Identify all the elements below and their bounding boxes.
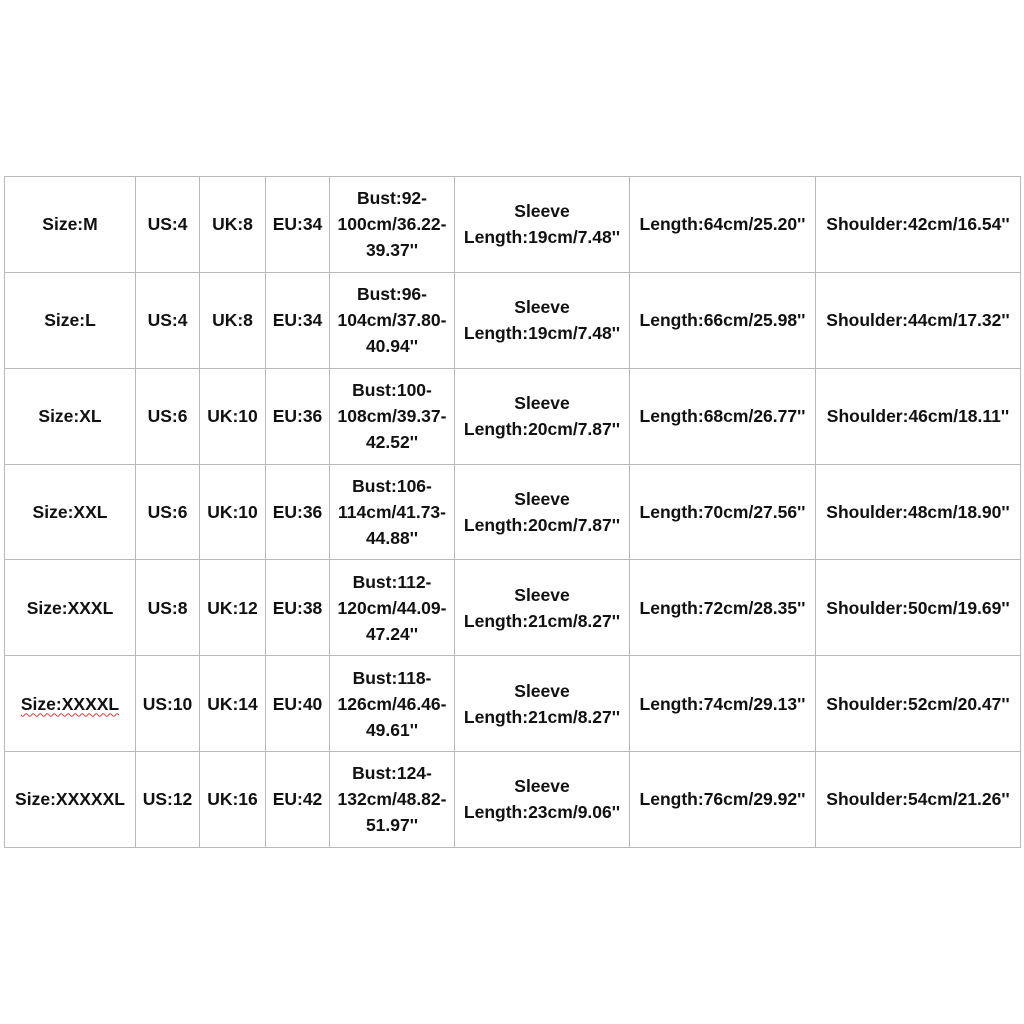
- bust-line: 132cm/48.82-: [337, 789, 447, 810]
- bust-line: 49.61'': [365, 719, 419, 740]
- sleeve-cell: [455, 368, 630, 464]
- uk-size-cell: UK:10: [200, 464, 266, 560]
- table-row: [5, 656, 1021, 752]
- sleeve-line: Sleeve: [514, 201, 570, 222]
- eu-size-cell: EU:38: [266, 560, 330, 656]
- bust-cell: [330, 464, 455, 560]
- bust-line: 51.97'': [365, 815, 419, 836]
- eu-size-cell: EU:34: [266, 177, 330, 273]
- bust-line: Bust:112-: [352, 571, 432, 592]
- size-chart-table: [4, 176, 1021, 848]
- bust-cell: [330, 752, 455, 848]
- table-row: [5, 177, 1021, 273]
- us-size-cell: US:6: [136, 464, 200, 560]
- us-size-cell: US:12: [136, 752, 200, 848]
- eu-size-cell: EU:42: [266, 752, 330, 848]
- bust-cell: [330, 177, 455, 273]
- uk-size-cell: UK:10: [200, 368, 266, 464]
- us-size-cell: US:6: [136, 368, 200, 464]
- us-size-cell: US:4: [136, 272, 200, 368]
- size-cell: [5, 464, 136, 560]
- bust-cell: [330, 272, 455, 368]
- uk-size-cell: UK:14: [200, 656, 266, 752]
- table-row: [5, 560, 1021, 656]
- shoulder-cell: Shoulder:48cm/18.90'': [816, 464, 1021, 560]
- us-size-cell: US:4: [136, 177, 200, 273]
- bust-line: Bust:118-: [352, 667, 432, 688]
- uk-size-cell: UK:8: [200, 272, 266, 368]
- bust-line: 47.24'': [365, 623, 419, 644]
- table-row: [5, 272, 1021, 368]
- size-label: Size:L: [44, 310, 96, 331]
- shoulder-cell: Shoulder:42cm/16.54'': [816, 177, 1021, 273]
- size-cell: [5, 752, 136, 848]
- bust-line: Bust:106-: [352, 475, 432, 496]
- length-cell: Length:64cm/25.20'': [630, 177, 816, 273]
- sleeve-line: Length:21cm/8.27'': [463, 610, 621, 631]
- shoulder-cell: Shoulder:54cm/21.26'': [816, 752, 1021, 848]
- sleeve-cell: [455, 464, 630, 560]
- bust-line: 44.88'': [365, 527, 419, 548]
- bust-line: 104cm/37.80-: [337, 310, 447, 331]
- length-cell: Length:76cm/29.92'': [630, 752, 816, 848]
- size-label-spellcheck: Size:XXXXL: [20, 693, 120, 714]
- sleeve-line: Length:21cm/8.27'': [463, 706, 621, 727]
- eu-size-cell: EU:40: [266, 656, 330, 752]
- bust-line: Bust:96-: [356, 284, 427, 305]
- bust-line: Bust:92-: [356, 188, 427, 209]
- bust-cell: [330, 560, 455, 656]
- sleeve-line: Sleeve: [514, 488, 570, 509]
- sleeve-cell: [455, 752, 630, 848]
- eu-size-cell: EU:36: [266, 368, 330, 464]
- size-cell: [5, 560, 136, 656]
- bust-line: 100cm/36.22-: [337, 214, 447, 235]
- bust-line: Bust:100-: [352, 380, 432, 401]
- sleeve-cell: [455, 177, 630, 273]
- size-label: Size:XL: [38, 406, 102, 427]
- size-cell: [5, 177, 136, 273]
- size-cell: [5, 272, 136, 368]
- size-cell: [5, 368, 136, 464]
- us-size-cell: US:10: [136, 656, 200, 752]
- sleeve-line: Sleeve: [514, 776, 570, 797]
- sleeve-line: Sleeve: [514, 584, 570, 605]
- sleeve-line: Length:20cm/7.87'': [463, 514, 621, 535]
- bust-line: 108cm/39.37-: [337, 406, 447, 427]
- size-chart-body: [5, 177, 1021, 848]
- bust-cell: [330, 656, 455, 752]
- size-label: Size:XXXXXL: [15, 789, 125, 810]
- length-cell: Length:70cm/27.56'': [630, 464, 816, 560]
- size-label: Size:XXXL: [26, 597, 114, 618]
- sleeve-line: Length:19cm/7.48'': [463, 323, 621, 344]
- us-size-cell: US:8: [136, 560, 200, 656]
- length-cell: Length:66cm/25.98'': [630, 272, 816, 368]
- bust-cell: [330, 368, 455, 464]
- sleeve-cell: [455, 272, 630, 368]
- table-row: [5, 464, 1021, 560]
- table-row: [5, 752, 1021, 848]
- uk-size-cell: UK:12: [200, 560, 266, 656]
- sleeve-line: Length:23cm/9.06'': [463, 802, 621, 823]
- shoulder-cell: Shoulder:52cm/20.47'': [816, 656, 1021, 752]
- sleeve-line: Sleeve: [514, 680, 570, 701]
- eu-size-cell: EU:36: [266, 464, 330, 560]
- uk-size-cell: UK:8: [200, 177, 266, 273]
- eu-size-cell: EU:34: [266, 272, 330, 368]
- shoulder-cell: Shoulder:44cm/17.32'': [816, 272, 1021, 368]
- bust-line: Bust:124-: [352, 763, 432, 784]
- bust-line: 39.37'': [365, 240, 419, 261]
- shoulder-cell: Shoulder:46cm/18.11'': [816, 368, 1021, 464]
- bust-line: 126cm/46.46-: [337, 693, 447, 714]
- sleeve-line: Sleeve: [514, 393, 570, 414]
- sleeve-line: Sleeve: [514, 297, 570, 318]
- bust-line: 120cm/44.09-: [337, 597, 447, 618]
- length-cell: Length:74cm/29.13'': [630, 656, 816, 752]
- size-cell: [5, 656, 136, 752]
- length-cell: Length:72cm/28.35'': [630, 560, 816, 656]
- bust-line: 114cm/41.73-: [337, 501, 446, 522]
- length-cell: Length:68cm/26.77'': [630, 368, 816, 464]
- size-label: Size:XXL: [32, 501, 108, 522]
- shoulder-cell: Shoulder:50cm/19.69'': [816, 560, 1021, 656]
- bust-line: 40.94'': [365, 336, 419, 357]
- sleeve-line: Length:20cm/7.87'': [463, 419, 621, 440]
- sleeve-cell: [455, 560, 630, 656]
- bust-line: 42.52'': [365, 432, 419, 453]
- size-label: Size:M: [42, 214, 98, 235]
- table-row: [5, 368, 1021, 464]
- uk-size-cell: UK:16: [200, 752, 266, 848]
- sleeve-cell: [455, 656, 630, 752]
- sleeve-line: Length:19cm/7.48'': [463, 227, 621, 248]
